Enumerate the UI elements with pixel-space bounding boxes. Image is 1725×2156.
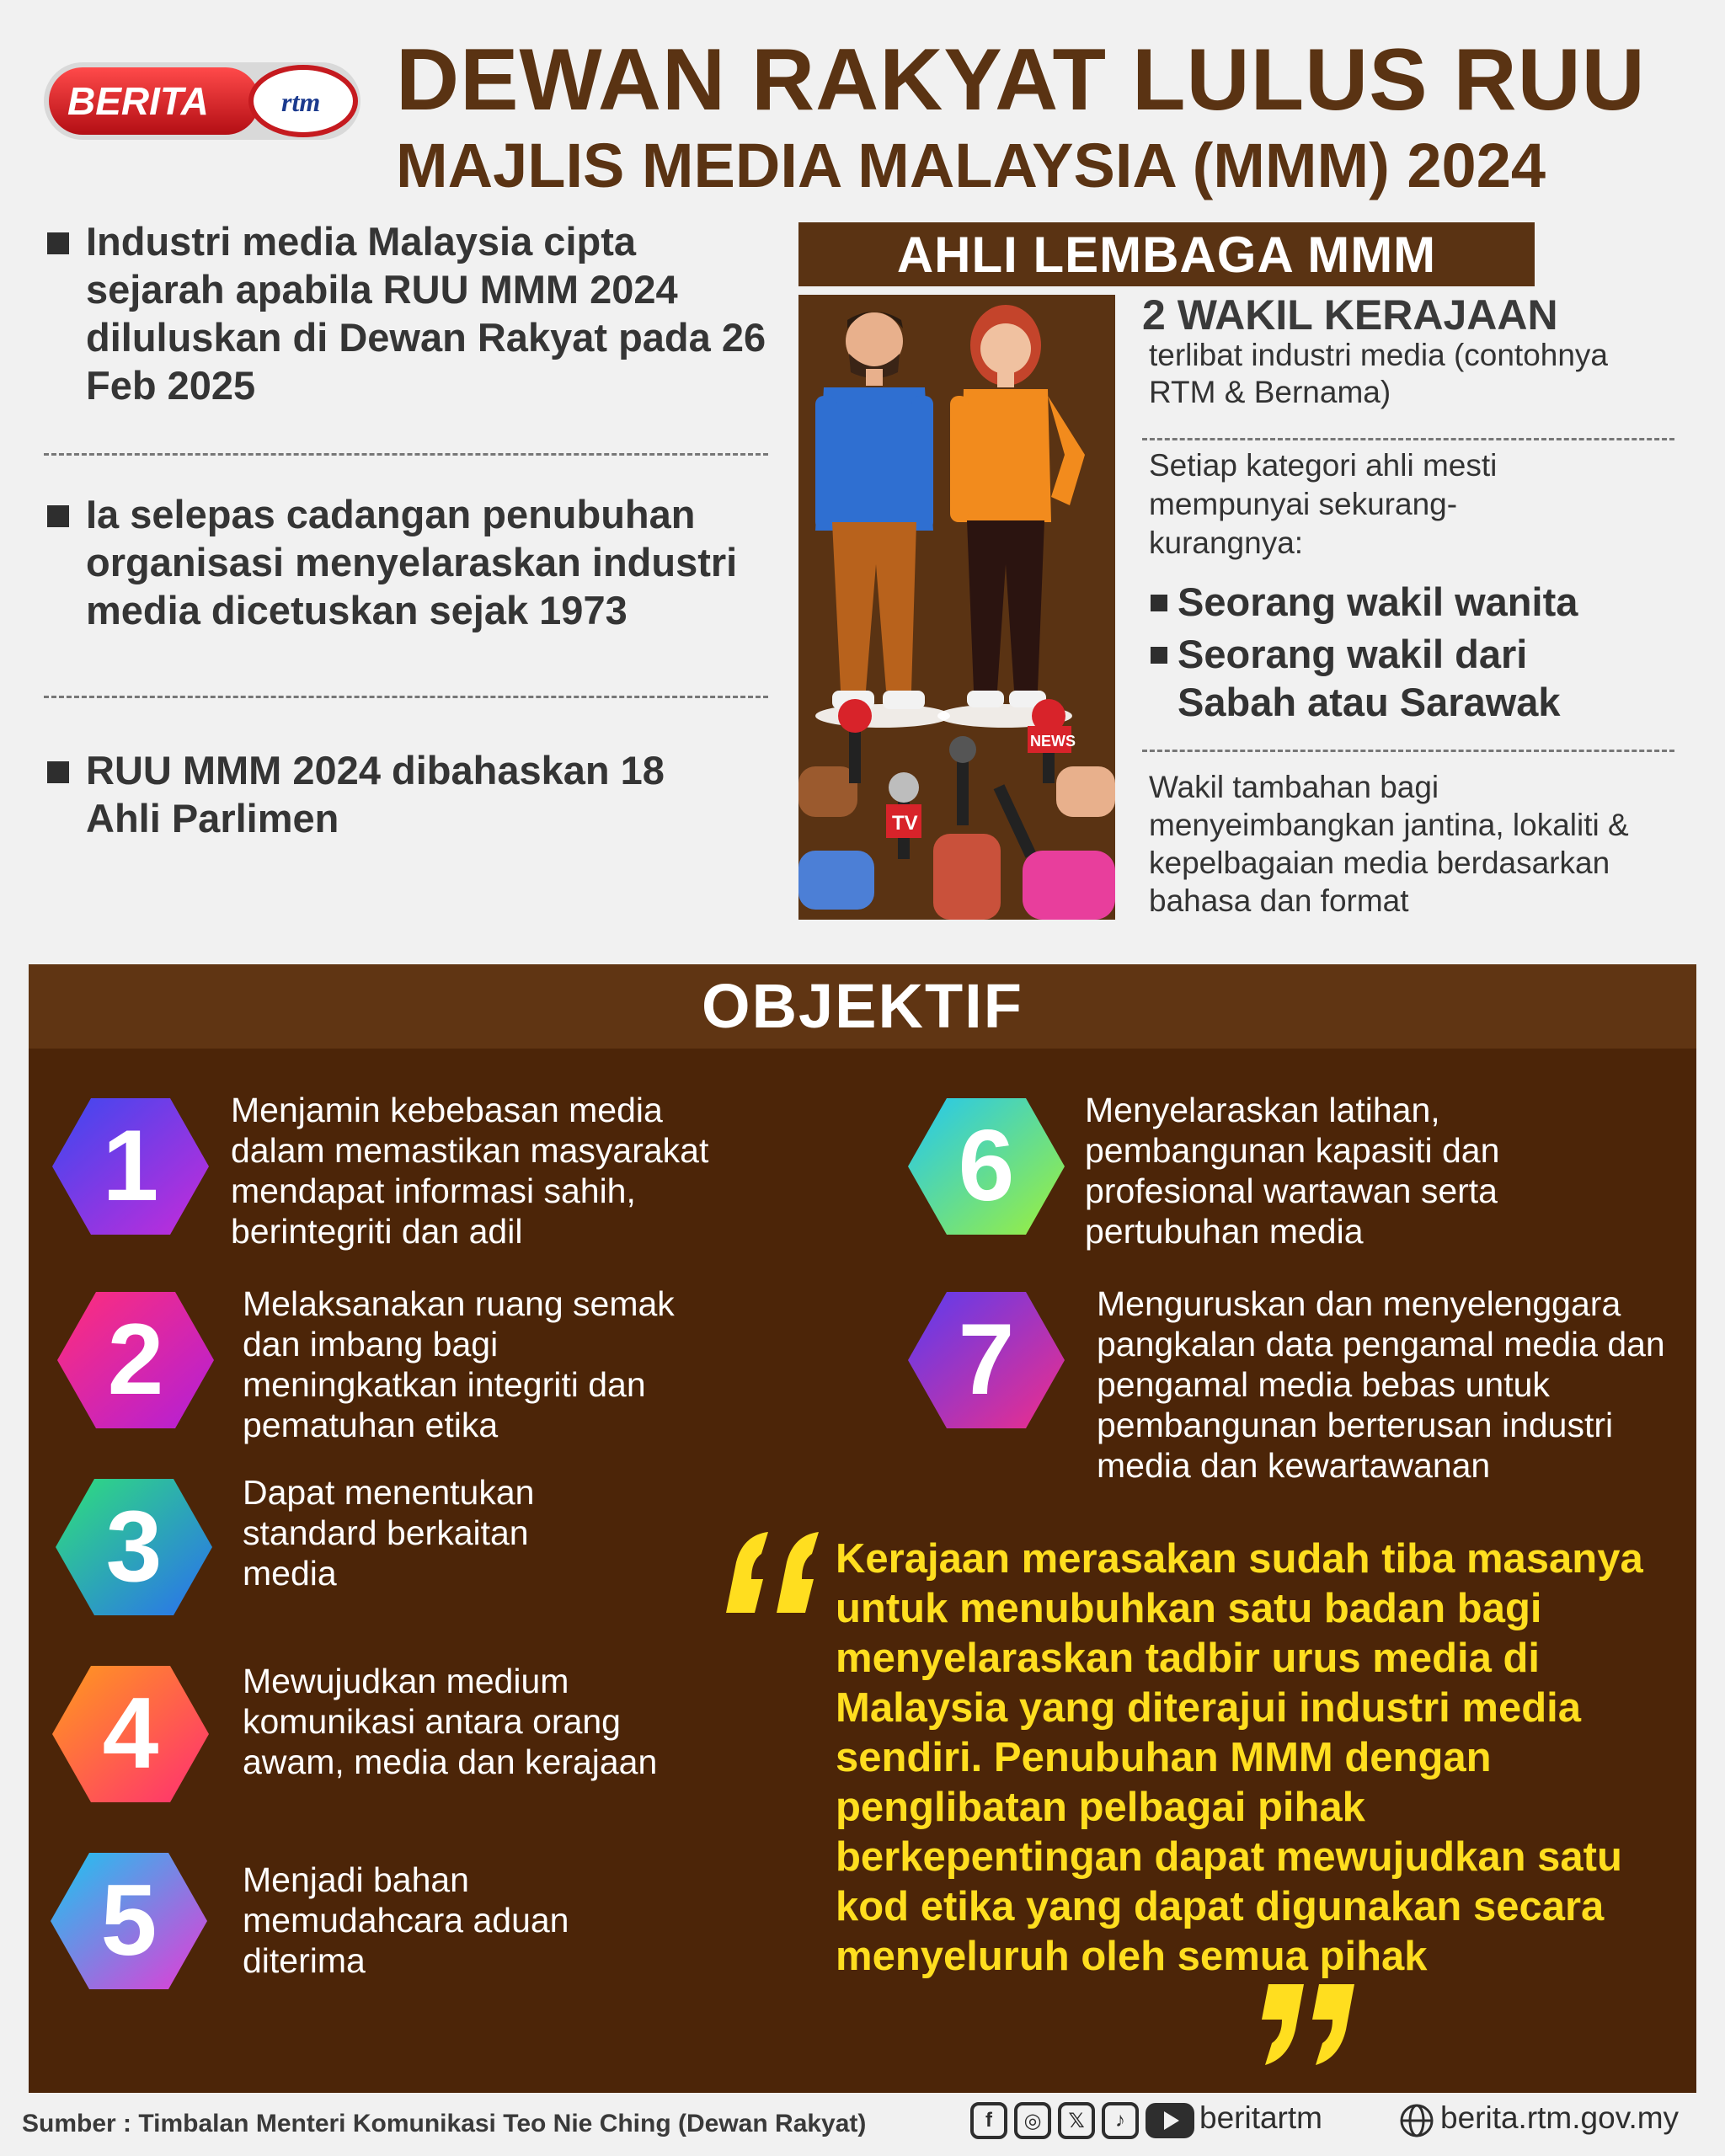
- social-handle[interactable]: beritartm: [1199, 2100, 1322, 2135]
- objektif-heading: OBJEKTIF: [29, 964, 1696, 1049]
- ahli-lembaga-heading: AHLI LEMBAGA MMM: [798, 222, 1535, 286]
- close-quote-icon: [1257, 1976, 1366, 2068]
- number-4-hexagon-icon: [51, 1662, 211, 1806]
- bullet-square-icon: [1151, 595, 1167, 611]
- kategori-text: Setiap kategori ahli mesti mempunyai sekurang-kurangnya:: [1149, 448, 1498, 560]
- divider: [44, 453, 768, 456]
- bullet-text: RUU MMM 2024 dibahaskan 18 Ahli Parlimen: [86, 748, 665, 841]
- requirement-text: Seorang wakil dari Sabah atau Sarawak: [1178, 632, 1561, 724]
- objective-number: 7: [958, 1303, 1015, 1416]
- objective-text: Mewujudkan medium komunikasi antara orang awam, media dan kerajaan: [243, 1662, 658, 1781]
- bullet-square-icon: [47, 505, 69, 527]
- requirement-item: [1149, 630, 1621, 726]
- website-link[interactable]: berita.rtm.gov.my: [1440, 2100, 1680, 2135]
- quote-text: Kerajaan merasakan sudah tiba masanya untuk menubuhkan satu badan bagi menyelaraskan tadbir urus media di Malaysia yang diterajui industri media sendiri. Penubuhan MMM dengan penglibatan pelbagai pihak berkepentingan dapat mewujudkan satu kod etika yang dapat digunakan secara menyeluruh oleh semua pihak: [836, 1536, 1643, 1979]
- number-1-hexagon-icon: [51, 1095, 211, 1238]
- divider: [1142, 438, 1674, 440]
- divider: [44, 696, 768, 698]
- bullet-text: Ia selepas cadangan penubuhan organisasi menyelaraskan industri media dicetuskan sejak 1973: [86, 492, 738, 632]
- page-title: [396, 31, 1693, 204]
- bullet-square-icon: [47, 232, 69, 254]
- bullet-square-icon: [47, 761, 69, 783]
- objective-text: Menguruskan dan menyelenggara pangkalan data pengamal media dan pengamal media bebas untuk pembangunan berterusan industri media dan kewartawanan: [1097, 1284, 1665, 1485]
- bullet-square-icon: [1151, 647, 1167, 664]
- source-text: Sumber : Timbalan Menteri Komunikasi Teo Nie Ching (Dewan Rakyat): [22, 2110, 867, 2137]
- wakil-kerajaan-subtitle: terlibat industri media (contohnya RTM & Bernama): [1149, 338, 1609, 409]
- requirement-item: [1149, 578, 1688, 626]
- objective-text: Menjadi bahan memudahcara aduan diterima: [243, 1860, 569, 1980]
- facebook-icon[interactable]: f: [970, 2102, 1007, 2139]
- bullet-item: [44, 490, 768, 634]
- divider: [1142, 750, 1674, 752]
- number-6-hexagon-icon: [906, 1095, 1066, 1238]
- bullet-text: Industri media Malaysia cipta sejarah apabila RUU MMM 2024 diluluskan di Dewan Rakyat pada 26 Feb 2025: [86, 219, 766, 408]
- bullet-item: [44, 217, 768, 409]
- number-7-hexagon-icon: [906, 1289, 1066, 1432]
- objective-number: 6: [958, 1109, 1015, 1222]
- objective-number: 3: [105, 1490, 163, 1603]
- objective-text: Menyelaraskan latihan, pembangunan kapasiti dan profesional wartawan serta pertubuhan media: [1085, 1091, 1500, 1251]
- open-quote-icon: [718, 1529, 827, 1621]
- objective-number: 4: [102, 1677, 159, 1790]
- berita-rtm-logo: [42, 57, 362, 145]
- wakil-tambahan-text: Wakil tambahan bagi menyeimbangkan jantina, lokaliti & kepelbagaian media berdasarkan bahasa dan format: [1149, 770, 1629, 918]
- objective-text: Melaksanakan ruang semak dan imbang bagi meningkatkan integriti dan pematuhan etika: [243, 1284, 675, 1444]
- title-line-2: MAJLIS MEDIA MALAYSIA (MMM) 2024: [396, 131, 1546, 200]
- mic-tv-label: TV: [892, 812, 918, 835]
- press-illustration: [798, 295, 1115, 920]
- requirement-text: Seorang wakil wanita: [1178, 579, 1578, 624]
- mic-news-label: NEWS: [1030, 733, 1076, 750]
- instagram-icon[interactable]: ◎: [1014, 2102, 1051, 2139]
- logo-badge: rtm: [281, 87, 321, 117]
- tiktok-icon[interactable]: ♪: [1102, 2102, 1139, 2139]
- youtube-icon[interactable]: [1146, 2103, 1194, 2138]
- number-3-hexagon-icon: [54, 1476, 214, 1619]
- objective-number: 5: [100, 1864, 158, 1977]
- number-5-hexagon-icon: [49, 1849, 209, 1993]
- logo-text: BERITA: [67, 79, 209, 123]
- objective-text: Menjamin kebebasan media dalam memastikan masyarakat mendapat informasi sahih, berintegriti dan adil: [231, 1091, 709, 1251]
- wakil-kerajaan-title: 2 WAKIL KERAJAAN: [1142, 291, 1558, 339]
- bullet-item: [44, 746, 718, 842]
- title-line-1: DEWAN RAKYAT LULUS RUU: [396, 31, 1646, 129]
- social-icons: [970, 2102, 1194, 2139]
- globe-icon: [1398, 2102, 1435, 2139]
- objective-number: 1: [102, 1109, 159, 1222]
- objective-text: Dapat menentukan standard berkaitan media: [243, 1473, 535, 1593]
- objective-number: 2: [107, 1303, 164, 1416]
- number-2-hexagon-icon: [56, 1289, 216, 1432]
- x-icon[interactable]: 𝕏: [1058, 2102, 1095, 2139]
